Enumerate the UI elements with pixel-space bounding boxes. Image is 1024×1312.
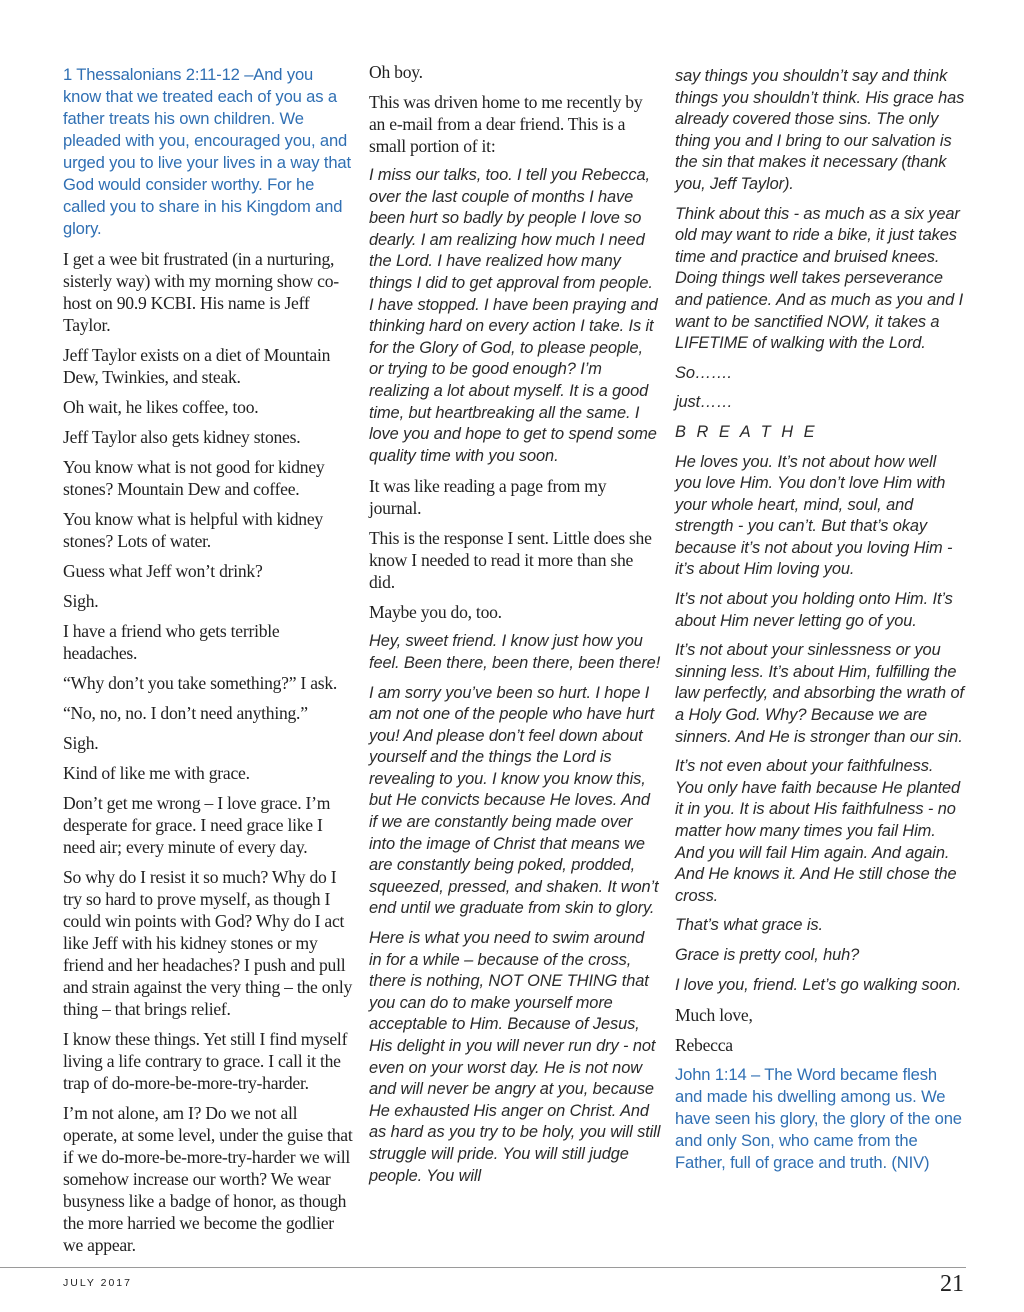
paragraph: So why do I resist it so much? Why do I try so hard to prove myself, as though I could win points with God? Why do I act like Jeff with his kidney stones or my friend and her headaches? I push and pull and strain against the very thing – the only thing – that brings relief. (63, 867, 353, 1019)
scripture-verse-thessalonians: 1 Thessalonians 2:11-12 –And you know that we treated each of you as a father treats his own children. We pleaded with you, encouraged you, and urged you to live your lives in a way that God would consider worthy. For he called you to share in his Kingdom and glory. (63, 65, 351, 238)
email-excerpt: I miss our talks, too. I tell you Rebecca, over the last couple of months I have been hurt so badly by people I love so dearly. I am realizing how much I need the Lord. I have realized how many things I did to get approval from people. I have stopped. I have been praying and thinking hard on every action I take. Is it for the Glory of God, to please people, or trying to be good enough? I’m realizing a lot about myself. It is a good time, but heartbreaking all the same. I love you and hope to get to spend some quality time with you soon. (369, 166, 658, 465)
paragraph: This was driven home to me recently by an e-mail from a dear friend. This is a small portion of it: (369, 92, 643, 156)
response-paragraph: So……. (675, 363, 732, 382)
paragraph: This is the response I sent. Little does she know I needed to read it more than she did. (369, 528, 652, 593)
column-right (675, 66, 965, 1182)
response-paragraph: just…… (675, 393, 733, 412)
paragraph: “No, no, no. I don’t need anything.” (63, 703, 308, 723)
paragraph: Oh wait, he likes coffee, too. (63, 397, 259, 417)
paragraph: Jeff Taylor also gets kidney stones. (63, 427, 301, 447)
response-paragraph: It’s not about you holding onto Him. It’s about Him never letting go of you. (675, 590, 953, 630)
response-paragraph: That’s what grace is. (675, 916, 823, 935)
issue-date: JULY 2017 (63, 1277, 132, 1289)
paragraph: Kind of like me with grace. (63, 763, 250, 783)
paragraph: I have a friend who gets terrible headaches. (63, 621, 280, 663)
author-name: Rebecca (675, 1035, 733, 1056)
column-middle (369, 61, 661, 1195)
paragraph: Don’t get me wrong – I love grace. I’m desperate for grace. I need grace like I need air; every minute of every day. (63, 793, 331, 857)
sign-off: Much love, (675, 1005, 753, 1026)
paragraph: “Why don’t you take something?” I ask. (63, 673, 338, 693)
response-paragraph: He loves you. It’s not about how well you love Him. You don’t love Him with your whole heart, mind, soul, and strength - you can’t. But that’s okay because it’s not about you loving Him - it’s about Him loving you. (675, 452, 953, 579)
response-paragraph: Here is what you need to swim around in for a while – because of the cross, there is nothing, NOT ONE THING that you can do to make yourself more acceptable to Him. Because of Jesus, His delight in you will never run dry - not even on your worst day. He is not now and will never be angry at you, because He exhausted His anger on Christ. And as hard as you try to be holy, you will still struggle will pride. You will still judge people. You will (369, 929, 661, 1185)
breathe-text: B R E A T H E (675, 422, 818, 441)
paragraph: Jeff Taylor exists on a diet of Mountain Dew, Twinkies, and steak. (63, 345, 331, 387)
paragraph: Oh boy. (369, 62, 423, 82)
paragraph: You know what is not good for kidney stones? Mountain Dew and coffee. (63, 457, 325, 499)
page-number: 21 (940, 1271, 964, 1297)
paragraph: Sigh. (63, 733, 99, 753)
paragraph: Sigh. (63, 591, 99, 611)
response-paragraph: I am sorry you’ve been so hurt. I hope I am not one of the people who have hurt you! And please don’t feel down about yourself and the things the Lord is revealing to you. I know you know this, but He convicts because He loves. And if we are constantly being made over into the image of Christ that means we are constantly being poked, prodded, squeezed, pressed, and shaken. It won’t end until we graduate from skin to glory. (369, 683, 659, 918)
response-paragraph: Hey, sweet friend. I know just how you feel. Been there, been there, been there! (369, 632, 661, 672)
paragraph: You know what is helpful with kidney stones? Lots of water. (63, 509, 323, 551)
response-paragraph: say things you shouldn’t say and think things you shouldn’t think. His grace has already covered those sins. The only thing you and I bring to our salvation is the sin that makes it necessary (thank you, Jeff Taylor). (675, 67, 965, 193)
footer-divider (0, 1267, 966, 1268)
paragraph: Maybe you do, too. (369, 602, 502, 623)
response-paragraph: It’s not about your sinlessness or you sinning less. It’s about Him, fulfilling the law perfectly, and absorbing the wrath of a Holy God. Why? Because we are sinners. And He is stronger than our sin. (675, 641, 964, 746)
response-paragraph: Grace is pretty cool, huh? (675, 945, 860, 964)
response-paragraph: Think about this - as much as a six year old may want to ride a bike, it just takes time and practice and bruised knees. Doing things well takes perseverance and patience. And as much as you and I want to be sanctified NOW, it takes a LIFETIME of walking with the Lord. (675, 204, 964, 353)
paragraph: It was like reading a page from my journal. (369, 476, 607, 519)
column-left (63, 64, 353, 1264)
paragraph: I know these things. Yet still I find myself living a life contrary to grace. I call it the trap of do-more-be-more-try-harder. (63, 1029, 348, 1093)
paragraph: I get a wee bit frustrated (in a nurturing, sisterly way) with my morning show co-host on 90.9 KCBI. His name is Jeff Taylor. (63, 249, 339, 335)
response-paragraph: I love you, friend. Let’s go walking soon. (675, 975, 962, 994)
paragraph: I’m not alone, am I? Do we not all operate, at some level, under the guise that if we do-more-be-more-try-harder we will somehow increase our worth? We wear busyness like a badge of honor, as though the more harried we become the godlier we appear. (63, 1103, 353, 1255)
response-paragraph: It’s not even about your faithfulness. You only have faith because He planted it in you. It is about His faithfulness - no matter how many times you fail Him. And you will fail Him again. And again. And He knows it. And He still chose the cross. (675, 757, 961, 905)
paragraph: Guess what Jeff won’t drink? (63, 561, 263, 581)
scripture-verse-john: John 1:14 – The Word became flesh and made his dwelling among us. We have seen his glory, the glory of the one and only Son, who came from the Father, full of grace and truth. (NIV) (675, 1065, 962, 1173)
